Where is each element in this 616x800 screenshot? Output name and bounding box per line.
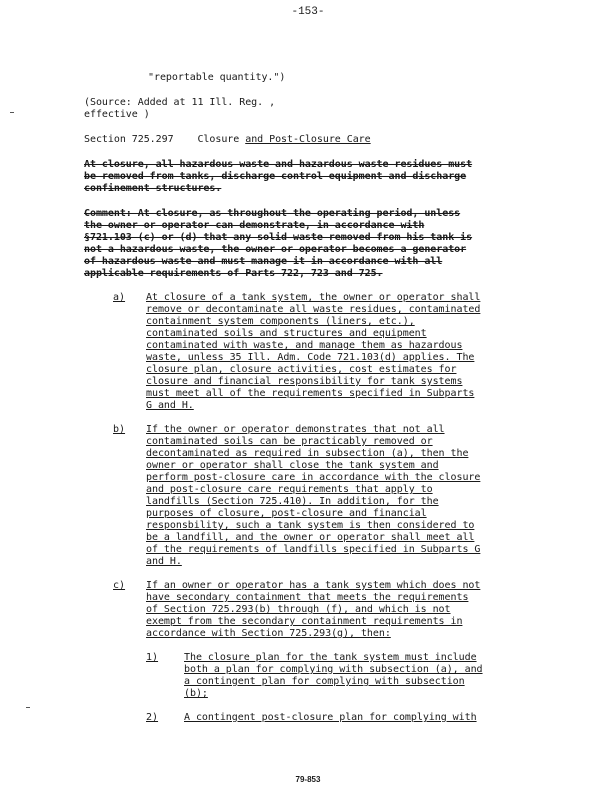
subsection-a-line: remove or decontaminate all waste residues, contaminated (146, 304, 481, 315)
struck-comment-line: Comment: At closure, as throughout the operating period, unless (84, 208, 461, 219)
subsection-b-line: perform post-closure care in accordance with the closure (146, 472, 481, 483)
item-2-line: A contingent post-closure plan for complying with (184, 712, 477, 723)
page-number: -153- (291, 6, 325, 18)
source-line-2: effective ) (84, 109, 150, 120)
subsection-b-line: and post-closure care requirements that apply to (146, 484, 433, 495)
scan-speck (26, 707, 30, 708)
subsection-b-line: responsbility, such a tank system is then considered to (146, 520, 475, 531)
subsection-b-line: and H. (146, 556, 182, 567)
struck-text-line: confinement structures. (84, 183, 222, 194)
item-1-label: 1) (146, 652, 159, 663)
section-number: Section 725.297 (84, 134, 174, 145)
subsection-c-line: accordance with Section 725.293(g), then: (146, 628, 391, 639)
subsection-c-line: If an owner or operator has a tank system which does not (146, 580, 481, 591)
subsection-a-line: closure plan, closure activities, cost estimates for (146, 364, 457, 375)
subsection-a-line: waste, unless 35 Ill. Adm. Code 721.103(d) applies. The (146, 352, 475, 363)
reportable-quantity-line: "reportable quantity.") (148, 72, 286, 83)
scan-speck (10, 112, 14, 113)
subsection-a-line: closure and financial responsibility for tank systems (146, 376, 463, 387)
subsection-c-line: exempt from the secondary containment requirements in (146, 616, 463, 627)
item-1-line: (b); (184, 688, 208, 699)
item-1-line: both a plan for complying with subsection (a), and (184, 664, 483, 675)
struck-comment-line: applicable requirements of Parts 722, 723 and 725. (84, 268, 383, 279)
item-1-line: The closure plan for the tank system must include (184, 652, 477, 663)
subsection-b-label: b) (113, 424, 126, 435)
subsection-a-label: a) (113, 292, 126, 303)
subsection-b-line: If the owner or operator demonstrates that not all (146, 424, 445, 435)
subsection-a-line: At closure of a tank system, the owner or operator shall (146, 292, 481, 303)
subsection-c-label: c) (113, 580, 126, 591)
source-line-1: (Source: Added at 11 Ill. Reg. , (84, 97, 276, 108)
subsection-b-line: contaminated soils can be practicably removed or (146, 436, 433, 447)
subsection-a-line: contaminated with waste, and manage them as hazardous (146, 340, 463, 351)
subsection-b-line: landfills (Section 725.410). In addition, for the (146, 496, 439, 507)
section-title: Closure (197, 134, 240, 145)
subsection-c-line: of Section 725.293(b) through (f), and which is not (146, 604, 451, 615)
section-title-added: and Post-Closure Care (245, 134, 371, 145)
struck-comment-line: of hazardous waste and must manage it in accordance with all (84, 256, 443, 267)
subsection-a-line: contaminated soils and structures and equipment (146, 328, 427, 339)
item-2-label: 2) (146, 712, 159, 723)
item-1-line: a contingent plan for complying with subsection (184, 676, 465, 687)
subsection-a-line: G and H. (146, 400, 194, 411)
subsection-b-line: owner or operator shall close the tank system and (146, 460, 439, 471)
subsection-a-line: containment system components (liners, etc.), (146, 316, 415, 327)
subsection-b-line: be a landfill, and the owner or operator shall meet all (146, 532, 475, 543)
subsection-c-line: have secondary containment that meets the requirements (146, 592, 469, 603)
subsection-b-line: purposes of closure, post-closure and financial (146, 508, 427, 519)
struck-comment-line: not a hazardous waste, the owner or operator becomes a generator (84, 244, 467, 255)
struck-comment-line: the owner or operator can demonstrate, in accordance with (84, 220, 425, 231)
struck-text-line: be removed from tanks, discharge control equipment and discharge (84, 171, 467, 182)
struck-comment-line: §721.103 (c) or (d) that any solid waste removed from his tank is (84, 232, 473, 243)
struck-text-line: At closure, all hazardous waste and hazardous waste residues must (84, 159, 473, 170)
subsection-a-line: must meet all of the requirements specified in Subparts (146, 388, 475, 399)
subsection-b-line: of the requirements of landfills specified in Subparts G (146, 544, 481, 555)
subsection-b-line: decontaminated as required in subsection (a), then the (146, 448, 469, 459)
footer-code: 79-853 (295, 775, 321, 784)
section-heading (84, 134, 371, 147)
